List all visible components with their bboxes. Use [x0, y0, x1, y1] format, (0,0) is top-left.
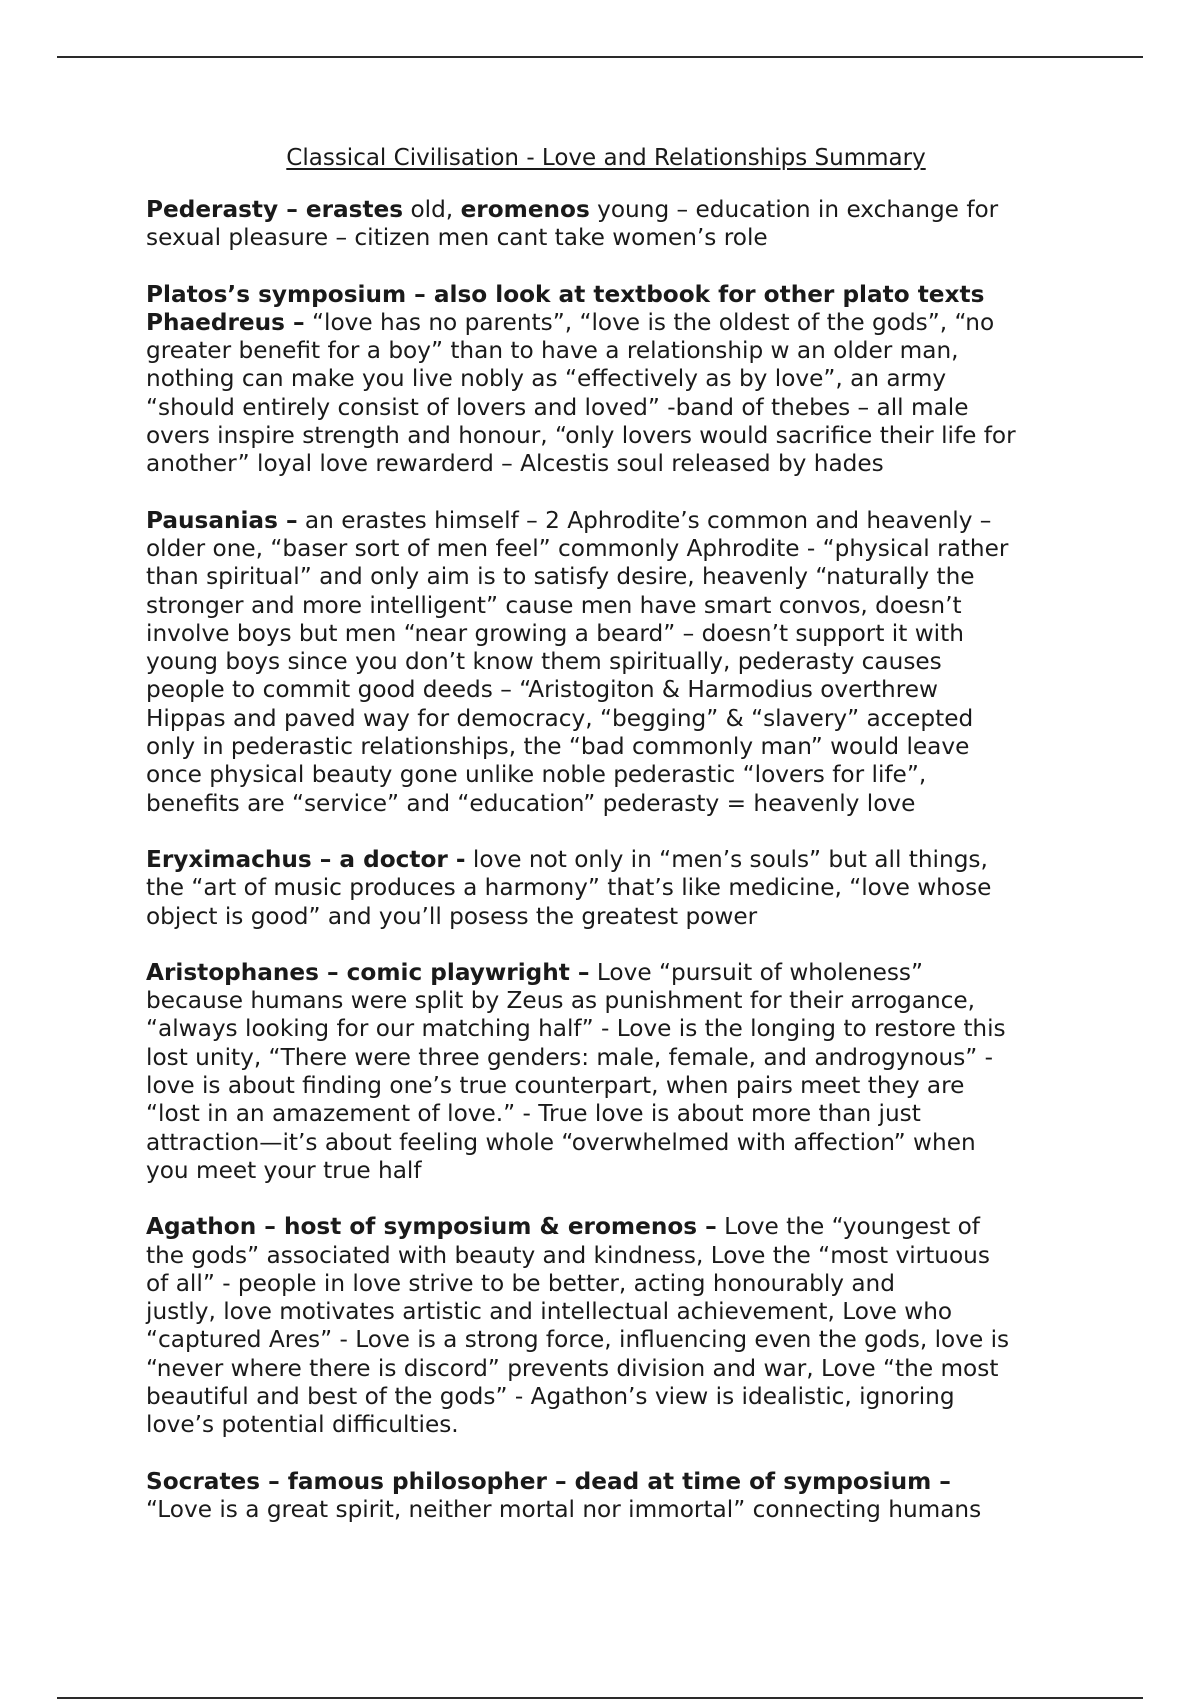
- footer-rule: [57, 1697, 1143, 1699]
- agathon-heading: Agathon – host of symposium & eromenos –: [146, 1213, 717, 1241]
- agathon-line: the gods” associated with beauty and kindness, Love the “most virtuous: [146, 1241, 990, 1269]
- aristophanes-heading: Aristophanes – comic playwright –: [146, 958, 590, 986]
- phaedreus-text: “love has no parents”, “love is the oldest of the gods”, “no: [304, 308, 995, 336]
- document-page: [146, 142, 1066, 1552]
- socrates-heading: Socrates – famous philosopher – dead at time of symposium –: [146, 1467, 951, 1495]
- section-aristophanes: [146, 959, 1066, 1185]
- document-title: Classical Civilisation - Love and Relationships Summary: [286, 145, 926, 171]
- pausanias-line: older one, “baser sort of men feel” commonly Aphrodite - “physical rather: [146, 534, 1009, 562]
- aristophanes-line: you meet your true half: [146, 1156, 422, 1184]
- socrates-line: “Love is a great spirit, neither mortal nor immortal” connecting humans: [146, 1495, 982, 1523]
- section-pederasty: [146, 196, 1066, 253]
- agathon-line: “captured Ares” - Love is a strong force, influencing even the gods, love is: [146, 1326, 1010, 1354]
- pausanias-line: young boys since you don’t know them spiritually, pederasty causes: [146, 648, 942, 676]
- aristophanes-text: Love “pursuit of wholeness”: [589, 958, 924, 986]
- pausanias-line: Hippas and paved way for democracy, “begging” & “slavery” accepted: [146, 704, 974, 732]
- eryximachus-heading: Eryximachus – a doctor -: [146, 845, 466, 873]
- section-agathon: [146, 1213, 1066, 1439]
- section-socrates: [146, 1468, 1066, 1525]
- agathon-line: justly, love motivates artistic and intellectual achievement, Love who: [146, 1298, 953, 1326]
- aristophanes-line-1: [146, 959, 1066, 987]
- pausanias-line: involve boys but men “near growing a beard” – doesn’t support it with: [146, 619, 964, 647]
- agathon-line: “never where there is discord” prevents division and war, Love “the most: [146, 1354, 999, 1382]
- phaedreus-heading: Phaedreus –: [146, 308, 305, 336]
- pederasty-text-young: young – education in exchange for: [589, 196, 999, 223]
- pausanias-line: benefits are “service” and “education” pederasty = heavenly love: [146, 789, 916, 817]
- phaedreus-line: another” loyal love rewarderd – Alcestis soul released by hades: [146, 450, 884, 478]
- symposium-heading: [146, 281, 1066, 309]
- pausanias-line: only in pederastic relationships, the “bad commonly man” would leave: [146, 733, 970, 761]
- section-eryximachus: [146, 846, 1066, 931]
- eryximachus-text: love not only in “men’s souls” but all things,: [465, 845, 988, 873]
- socrates-line-1: [146, 1468, 1066, 1496]
- phaedreus-line: “should entirely consist of lovers and loved” -band of thebes – all male: [146, 393, 969, 421]
- aristophanes-line: love is about finding one’s true counterpart, when pairs meet they are: [146, 1072, 965, 1100]
- pederasty-heading-erastes: Pederasty – erastes: [146, 196, 404, 223]
- pausanias-line: than spiritual” and only aim is to satisfy desire, heavenly “naturally the: [146, 563, 975, 591]
- agathon-line: of all” - people in love strive to be better, acting honourably and: [146, 1269, 895, 1297]
- symposium-heading-text: Platos’s symposium – also look at textbook for other plato texts: [146, 280, 985, 308]
- phaedreus-line-1: [146, 309, 1066, 337]
- agathon-line: love’s potential difficulties.: [146, 1411, 459, 1439]
- eryximachus-line: object is good” and you’ll posess the greatest power: [146, 902, 758, 930]
- section-phaedreus: [146, 281, 1066, 479]
- pederasty-line-1: [146, 196, 1066, 224]
- pausanias-line: people to commit good deeds – “Aristogiton & Harmodius overthrew: [146, 676, 938, 704]
- phaedreus-line: overs inspire strength and honour, “only lovers would sacrifice their life for: [146, 422, 1016, 450]
- phaedreus-line: nothing can make you live nobly as “effectively as by love”, an army: [146, 365, 947, 393]
- agathon-line-1: [146, 1213, 1066, 1241]
- eryximachus-line-1: [146, 846, 1066, 874]
- agathon-line: beautiful and best of the gods” - Agathon’s view is idealistic, ignoring: [146, 1382, 955, 1410]
- aristophanes-line: attraction—it’s about feeling whole “overwhelmed with affection” when: [146, 1128, 976, 1156]
- pausanias-heading: Pausanias –: [146, 506, 298, 534]
- pederasty-heading-eromenos: eromenos: [460, 196, 590, 223]
- section-pausanias: [146, 507, 1066, 818]
- agathon-text: Love the “youngest of: [716, 1213, 980, 1241]
- aristophanes-line: because humans were split by Zeus as punishment for their arrogance,: [146, 987, 976, 1015]
- pausanias-line: stronger and more intelligent” cause men have smart convos, doesn’t: [146, 591, 962, 619]
- aristophanes-line: lost unity, “There were three genders: male, female, and androgynous” -: [146, 1043, 994, 1071]
- header-rule: [57, 56, 1143, 58]
- pederasty-text-old: old,: [403, 196, 461, 223]
- eryximachus-line: the “art of music produces a harmony” that’s like medicine, “love whose: [146, 874, 992, 902]
- pausanias-line-1: [146, 507, 1066, 535]
- phaedreus-line: greater benefit for a boy” than to have a relationship w an older man,: [146, 337, 959, 365]
- aristophanes-line: “always looking for our matching half” - Love is the longing to restore this: [146, 1015, 1006, 1043]
- pausanias-line: once physical beauty gone unlike noble pederastic “lovers for life”,: [146, 761, 927, 789]
- pederasty-line-2: sexual pleasure – citizen men cant take women’s role: [146, 224, 768, 252]
- aristophanes-line: “lost in an amazement of love.” - True love is about more than just: [146, 1100, 921, 1128]
- pausanias-text: an erastes himself – 2 Aphrodite’s common and heavenly –: [297, 506, 992, 534]
